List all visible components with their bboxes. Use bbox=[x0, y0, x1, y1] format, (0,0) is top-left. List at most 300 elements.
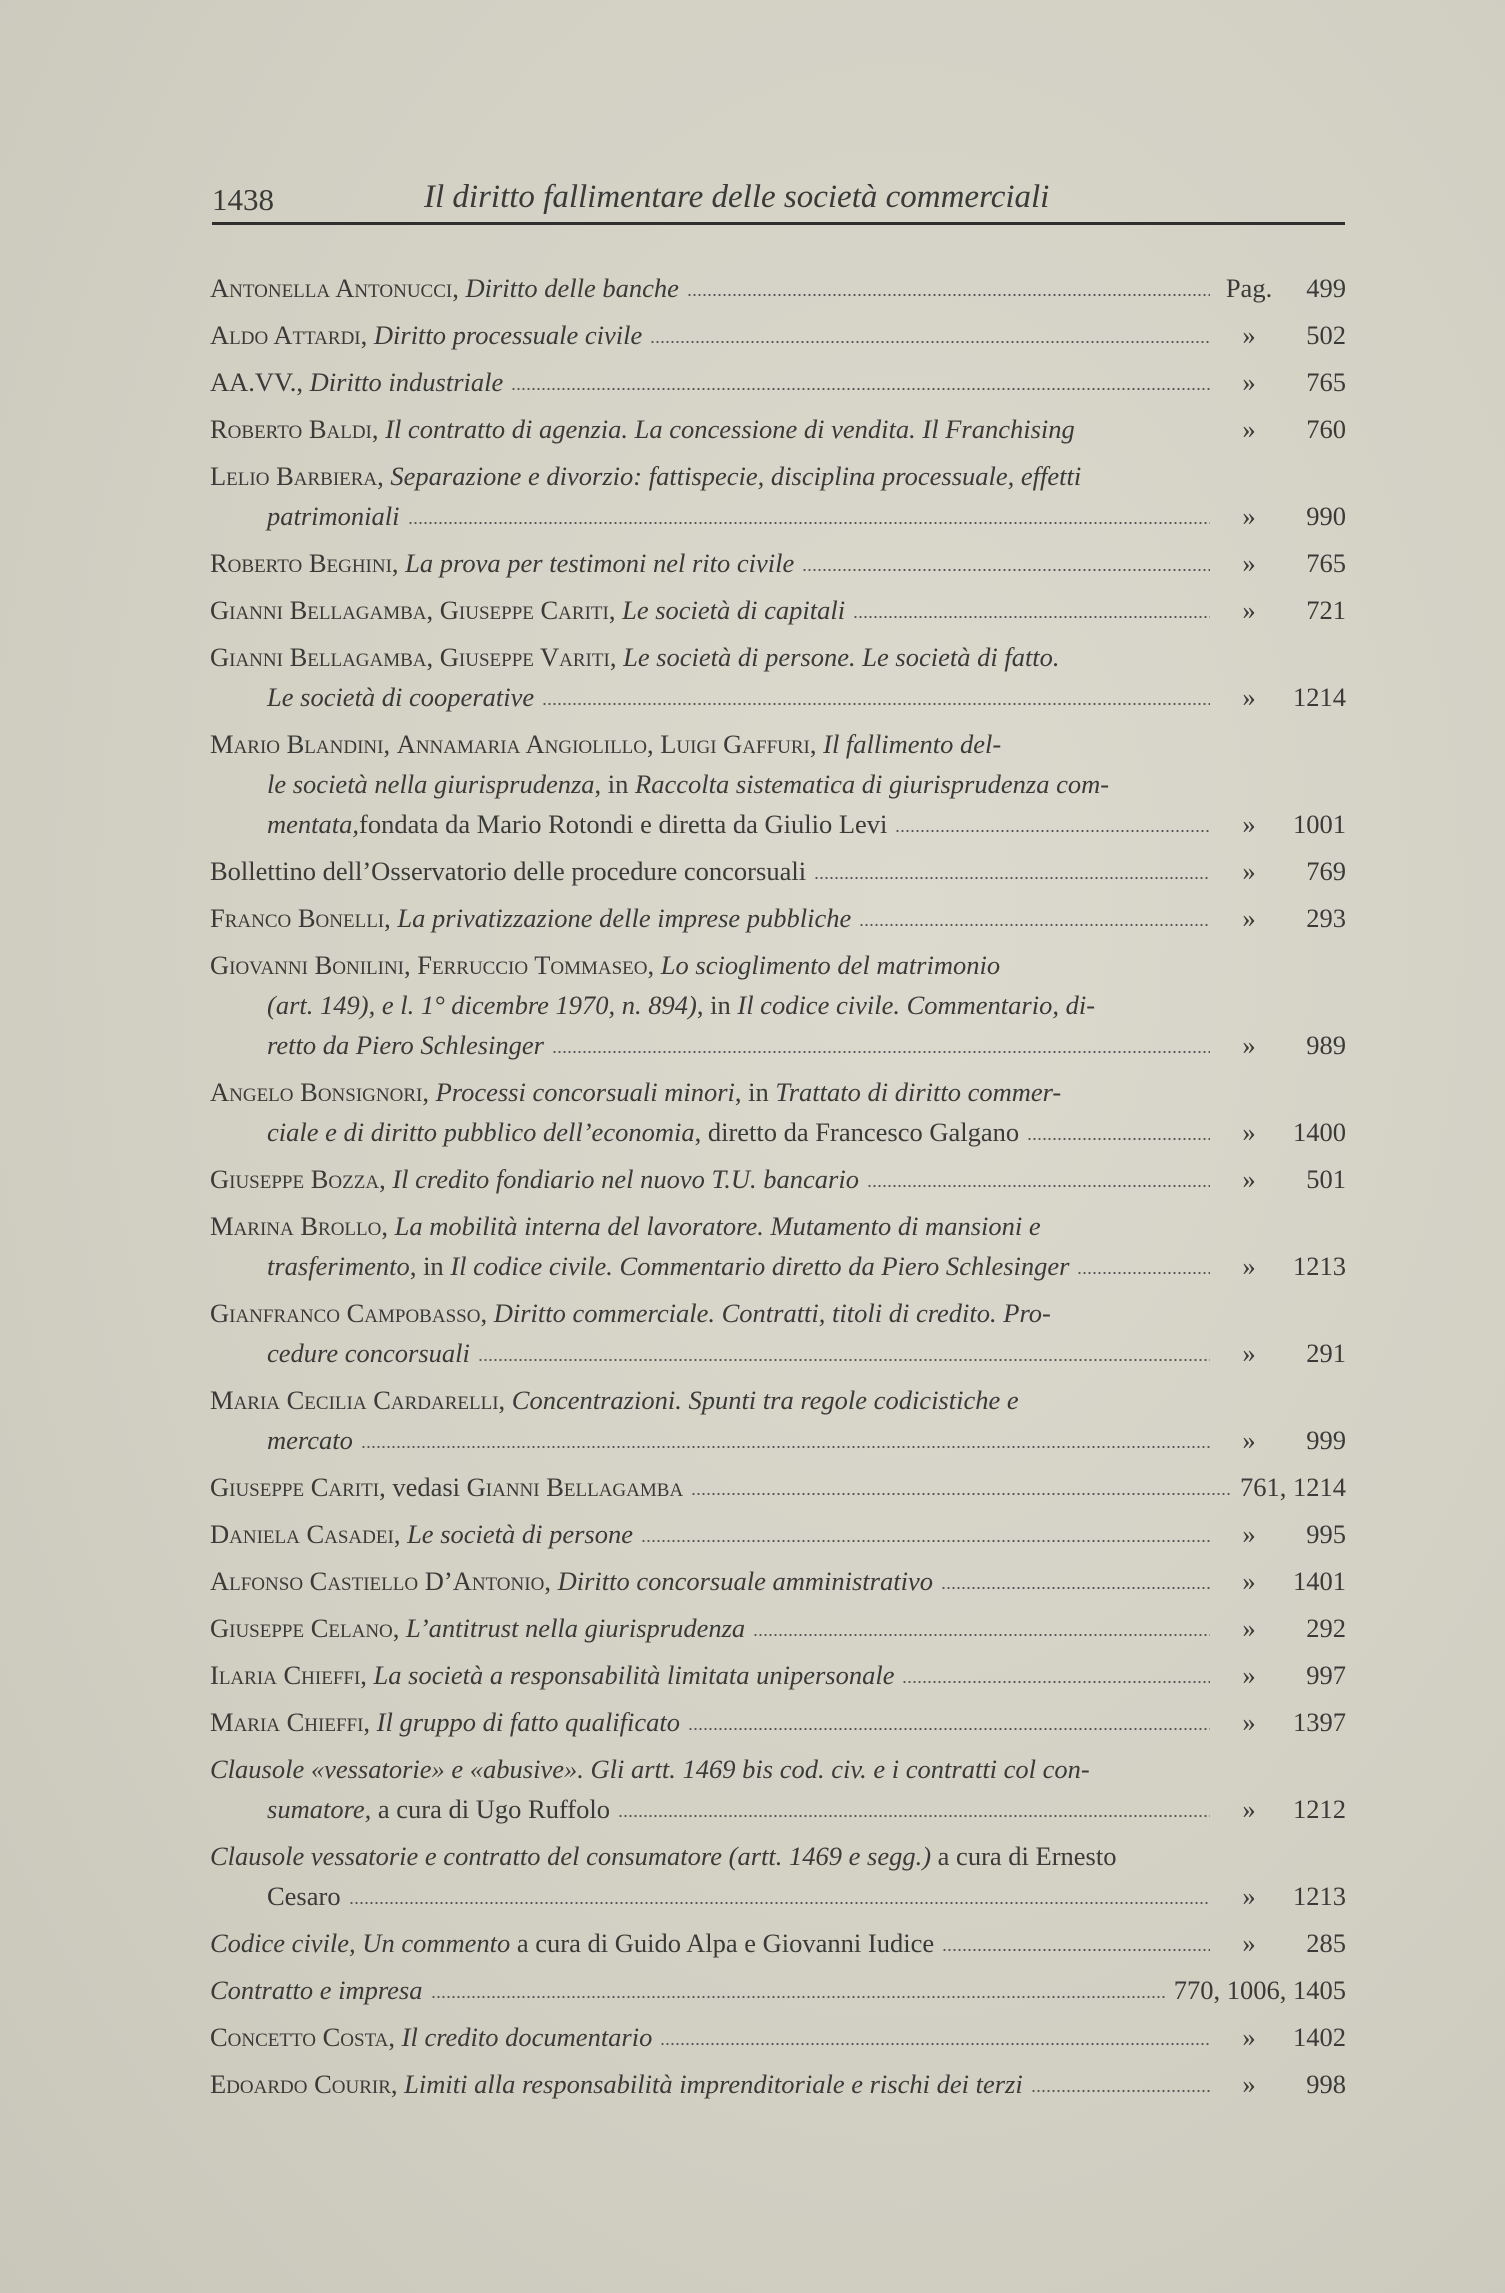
work-title: L’antitrust nella giurisprudenza bbox=[406, 1613, 746, 1643]
work-title: Le società di persone. Le società di fatto. bbox=[623, 642, 1060, 672]
entry-note: , bbox=[809, 729, 824, 759]
entry-note: fondata da Mario Rotondi e diretta da Giulio Levi bbox=[359, 809, 888, 839]
dot-leader bbox=[431, 1991, 1166, 1999]
entry-line bbox=[210, 1876, 1346, 1916]
index-entry bbox=[210, 2064, 1346, 2104]
work-title: Raccolta sistematica di giurisprudenza com- bbox=[635, 769, 1110, 799]
index-entry bbox=[210, 1655, 1346, 1695]
entry-text bbox=[210, 1380, 1019, 1420]
entry-line bbox=[210, 1380, 1346, 1420]
entry-line bbox=[210, 1293, 1346, 1333]
entry-text bbox=[210, 1836, 1116, 1876]
entry-note: , bbox=[544, 1566, 558, 1596]
dot-leader bbox=[511, 383, 1210, 391]
entry-text bbox=[210, 764, 1109, 804]
entry-line bbox=[210, 851, 1346, 891]
index-entry bbox=[210, 268, 1346, 308]
entry-line bbox=[210, 804, 1346, 844]
work-title: Contratto e impresa bbox=[210, 1975, 423, 2005]
entry-line bbox=[210, 945, 1346, 985]
page-reference: 761, 1214 bbox=[1240, 1472, 1346, 1502]
entry-text bbox=[210, 851, 806, 891]
work-title: sumatore, bbox=[267, 1794, 372, 1824]
work-title: Limiti alla responsabilità imprenditoriale e rischi dei terzi bbox=[404, 2069, 1023, 2099]
dot-leader bbox=[902, 1676, 1210, 1684]
dot-leader bbox=[853, 611, 1210, 619]
author-name: Franco Bonelli bbox=[210, 903, 385, 933]
author-name: Edoardo Courir bbox=[210, 2069, 391, 2099]
entry-line bbox=[210, 1420, 1346, 1460]
work-title: ciale e di diritto pubblico dell’economia bbox=[267, 1117, 695, 1147]
dot-leader bbox=[1077, 1267, 1210, 1275]
work-title: Processi concorsuali minori bbox=[435, 1077, 735, 1107]
entry-note: a cura di Ernesto bbox=[931, 1841, 1117, 1871]
author-name: Mario Blandini bbox=[210, 729, 384, 759]
page-reference: 999 bbox=[1306, 1425, 1346, 1455]
author-name: Giuseppe Celano bbox=[210, 1613, 393, 1643]
entry-note: , diretto da Francesco Galgano bbox=[694, 1117, 1020, 1147]
author-name: Roberto Baldi bbox=[210, 414, 372, 444]
author-name: Lelio Barbiera bbox=[210, 461, 378, 491]
entry-line bbox=[210, 898, 1346, 938]
entry-note: , bbox=[393, 1519, 408, 1549]
dot-leader bbox=[802, 564, 1210, 572]
page-marker: » bbox=[1242, 1164, 1256, 1194]
index-entry bbox=[210, 362, 1346, 402]
page-reference: 1212 bbox=[1293, 1794, 1346, 1824]
entry-text bbox=[210, 315, 642, 355]
entry-line bbox=[210, 1970, 1346, 2010]
page-reference: 990 bbox=[1306, 501, 1346, 531]
author-name: Daniela Casadei bbox=[210, 1519, 394, 1549]
entry-text bbox=[210, 637, 1060, 677]
page-reference: 1213 bbox=[1293, 1881, 1346, 1911]
page-reference: 502 bbox=[1306, 320, 1346, 350]
page-reference: 769 bbox=[1306, 856, 1346, 886]
index-entry bbox=[210, 945, 1346, 1065]
entry-note: a cura di Guido Alpa e Giovanni Iudice bbox=[510, 1928, 935, 1958]
page-marker: » bbox=[1242, 2022, 1256, 2052]
author-name: Giuseppe Cariti bbox=[439, 595, 609, 625]
index-entry bbox=[210, 1749, 1346, 1829]
page-marker: » bbox=[1242, 1794, 1256, 1824]
entry-text bbox=[210, 985, 1095, 1025]
entry-line bbox=[210, 543, 1346, 583]
dot-leader bbox=[688, 1723, 1210, 1731]
entry-note: , bbox=[383, 729, 397, 759]
author-name: Aldo Attardi bbox=[210, 320, 361, 350]
entry-note: , bbox=[404, 950, 418, 980]
entry-line bbox=[210, 1561, 1346, 1601]
entry-note: , bbox=[422, 1077, 436, 1107]
entry-line bbox=[210, 985, 1346, 1025]
running-title: Il diritto fallimentare delle società commerciali bbox=[424, 179, 1050, 215]
entry-line bbox=[210, 409, 1346, 449]
entry-line bbox=[210, 1112, 1346, 1152]
work-title: patrimoniali bbox=[267, 501, 400, 531]
page-marker: Pag. bbox=[1225, 273, 1273, 303]
dot-leader bbox=[641, 1535, 1210, 1543]
page-marker: » bbox=[1242, 1928, 1256, 1958]
work-title: Il gruppo di fatto qualificato bbox=[376, 1707, 680, 1737]
dot-leader bbox=[660, 2038, 1210, 2046]
entry-text bbox=[210, 590, 845, 630]
page-reference: 995 bbox=[1306, 1519, 1346, 1549]
entry-note: , bbox=[360, 1660, 374, 1690]
index-entry bbox=[210, 1561, 1346, 1601]
work-title: Codice civile, Un commento bbox=[210, 1928, 511, 1958]
entry-note: , bbox=[391, 548, 406, 578]
index-entry bbox=[210, 2017, 1346, 2057]
author-name: Gianni Bellagamba bbox=[210, 642, 427, 672]
entry-text bbox=[210, 804, 887, 844]
page-reference: 293 bbox=[1306, 903, 1346, 933]
page-marker: » bbox=[1242, 548, 1256, 578]
author-name: Giovanni Bonilini bbox=[210, 950, 404, 980]
entry-note: , bbox=[384, 903, 398, 933]
work-title: Diritto concorsuale amministrativo bbox=[557, 1566, 933, 1596]
entry-line bbox=[210, 764, 1346, 804]
page-reference: 765 bbox=[1306, 367, 1346, 397]
entry-text bbox=[210, 677, 534, 717]
running-header bbox=[212, 172, 1345, 224]
work-title: Diritto processuale civile bbox=[373, 320, 643, 350]
work-title: Diritto industriale bbox=[309, 367, 504, 397]
work-title: Il credito fondiario nel nuovo T.U. bancario bbox=[392, 1164, 859, 1194]
entry-text bbox=[210, 1159, 859, 1199]
index-entry bbox=[210, 1159, 1346, 1199]
author-name: Giuseppe Variti bbox=[439, 642, 610, 672]
entry-text bbox=[210, 1467, 683, 1507]
work-title: mentata, bbox=[267, 809, 359, 839]
entry-note: , in bbox=[734, 1077, 776, 1107]
entry-text bbox=[210, 456, 1081, 496]
dot-leader bbox=[1027, 1133, 1210, 1141]
page-marker: » bbox=[1242, 1660, 1256, 1690]
entry-note: , bbox=[609, 642, 624, 672]
entry-note: AA.VV., bbox=[210, 367, 310, 397]
work-title: Le società di cooperative bbox=[267, 682, 535, 712]
work-title: mercato bbox=[267, 1425, 353, 1455]
entry-line bbox=[210, 1246, 1346, 1286]
page-reference: 1397 bbox=[1293, 1707, 1346, 1737]
page-marker: » bbox=[1242, 856, 1256, 886]
index-entry bbox=[210, 1467, 1346, 1507]
author-name: Alfonso Castiello D’Antonio bbox=[210, 1566, 545, 1596]
page-reference: 760 bbox=[1306, 414, 1346, 444]
index-entry bbox=[210, 1702, 1346, 1742]
work-title: Le società di persone bbox=[407, 1519, 634, 1549]
index-entry bbox=[210, 1072, 1346, 1152]
work-title: Clausole «vessatorie» e «abusive». Gli artt. 1469 bis cod. civ. e i contratti col con- bbox=[210, 1754, 1090, 1784]
entry-text bbox=[210, 362, 503, 402]
work-title: Le società di capitali bbox=[622, 595, 846, 625]
dot-leader bbox=[895, 825, 1210, 833]
work-title: cedure concorsuali bbox=[267, 1338, 470, 1368]
author-name: Giuseppe Cariti bbox=[210, 1472, 380, 1502]
page-marker: » bbox=[1242, 1519, 1256, 1549]
author-name: Concetto Costa bbox=[210, 2022, 389, 2052]
entry-text bbox=[210, 1970, 423, 2010]
entry-line bbox=[210, 1749, 1346, 1789]
entry-line bbox=[210, 1655, 1346, 1695]
entry-note: Cesaro bbox=[267, 1881, 341, 1911]
page-reference: 1214 bbox=[1293, 682, 1346, 712]
dot-leader bbox=[687, 289, 1210, 297]
entry-line bbox=[210, 1923, 1346, 1963]
page-reference: 499 bbox=[1306, 273, 1346, 303]
dot-leader bbox=[349, 1897, 1210, 1905]
author-name: Gianfranco Campobasso bbox=[210, 1298, 481, 1328]
page-reference: 1001 bbox=[1293, 809, 1346, 839]
index-entry bbox=[210, 898, 1346, 938]
work-title: (art. 149), e l. 1° dicembre 1970, n. 894) bbox=[267, 990, 697, 1020]
index-entry bbox=[210, 1514, 1346, 1554]
page-marker: » bbox=[1242, 320, 1256, 350]
index-entry bbox=[210, 456, 1346, 536]
index-entry bbox=[210, 1206, 1346, 1286]
entry-line bbox=[210, 2064, 1346, 2104]
entry-line bbox=[210, 637, 1346, 677]
page-reference: 997 bbox=[1306, 1660, 1346, 1690]
dot-leader bbox=[941, 1582, 1210, 1590]
entry-text bbox=[210, 1025, 544, 1065]
entry-text bbox=[210, 543, 794, 583]
page-marker: » bbox=[1242, 367, 1256, 397]
index-entry bbox=[210, 1380, 1346, 1460]
entry-line bbox=[210, 1608, 1346, 1648]
entry-note: , bbox=[360, 320, 374, 350]
page-marker: » bbox=[1242, 1425, 1256, 1455]
entry-note: , bbox=[381, 1211, 395, 1241]
page-marker: » bbox=[1242, 1707, 1256, 1737]
page-marker: » bbox=[1242, 414, 1256, 444]
page-reference: 1402 bbox=[1293, 2022, 1346, 2052]
entry-text bbox=[210, 1293, 1051, 1333]
page-reference: 292 bbox=[1306, 1613, 1346, 1643]
dot-leader bbox=[942, 1944, 1210, 1952]
page-marker: » bbox=[1242, 903, 1256, 933]
entry-text bbox=[210, 1608, 745, 1648]
entry-text bbox=[210, 1420, 353, 1460]
dot-leader bbox=[552, 1046, 1210, 1054]
work-title: Lo scioglimento del matrimonio bbox=[660, 950, 1001, 980]
page-marker: » bbox=[1242, 1338, 1256, 1368]
entry-note: , bbox=[390, 2069, 405, 2099]
entry-note: a cura di Ugo Ruffolo bbox=[371, 1794, 610, 1824]
dot-leader bbox=[361, 1441, 1210, 1449]
entry-text bbox=[210, 724, 1001, 764]
entry-line bbox=[210, 1836, 1346, 1876]
author-name: Ferruccio Tommaseo bbox=[417, 950, 648, 980]
entry-note: , bbox=[647, 729, 661, 759]
entry-text bbox=[210, 1749, 1090, 1789]
entry-note: , bbox=[388, 2022, 402, 2052]
page-reference: 291 bbox=[1306, 1338, 1346, 1368]
entry-line bbox=[210, 456, 1346, 496]
author-name: Ilaria Chieffi bbox=[210, 1660, 361, 1690]
page-number: 1438 bbox=[212, 182, 274, 217]
entry-line bbox=[210, 1333, 1346, 1373]
author-name: Maria Chieffi bbox=[210, 1707, 364, 1737]
page-reference: 501 bbox=[1306, 1164, 1346, 1194]
work-title: Il codice civile. Commentario diretto da Piero Schlesinger bbox=[450, 1251, 1070, 1281]
dot-leader bbox=[859, 919, 1210, 927]
page-reference: 721 bbox=[1306, 595, 1346, 625]
entry-text bbox=[210, 1561, 933, 1601]
work-title: Clausole vessatorie e contratto del consumatore (artt. 1469 e segg.) bbox=[210, 1841, 932, 1871]
entry-note: , bbox=[392, 1613, 407, 1643]
dot-leader bbox=[1031, 2085, 1210, 2093]
entry-text bbox=[210, 898, 851, 938]
index-entry bbox=[210, 851, 1346, 891]
page-reference: 1400 bbox=[1293, 1117, 1346, 1147]
page-reference: 989 bbox=[1306, 1030, 1346, 1060]
entry-note: , bbox=[480, 1298, 494, 1328]
entry-note: , bbox=[377, 461, 391, 491]
page-marker: » bbox=[1242, 2069, 1256, 2099]
entry-text bbox=[210, 1514, 633, 1554]
dot-leader bbox=[691, 1488, 1232, 1496]
entry-note: , bbox=[426, 642, 440, 672]
index-entry bbox=[210, 1836, 1346, 1916]
entry-note: , in bbox=[594, 769, 636, 799]
entry-line bbox=[210, 1025, 1346, 1065]
header-rule bbox=[212, 222, 1345, 225]
author-name: Annamaria Angiolillo bbox=[396, 729, 647, 759]
entry-note: , in bbox=[696, 990, 738, 1020]
dot-leader bbox=[478, 1354, 1210, 1362]
page-reference: 1401 bbox=[1293, 1566, 1346, 1596]
author-name: Roberto Beghini bbox=[210, 548, 392, 578]
author-name: Maria Cecilia Cardarelli bbox=[210, 1385, 499, 1415]
index-entry bbox=[210, 637, 1346, 717]
entry-text bbox=[210, 2017, 652, 2057]
author-name: Angelo Bonsignori bbox=[210, 1077, 423, 1107]
dot-leader bbox=[867, 1180, 1210, 1188]
page-marker: » bbox=[1242, 1566, 1256, 1596]
entry-note: , bbox=[647, 950, 661, 980]
entry-text bbox=[210, 496, 400, 536]
work-title: La società a responsabilità limitata unipersonale bbox=[373, 1660, 895, 1690]
work-title: trasferimento bbox=[267, 1251, 410, 1281]
page-marker: » bbox=[1242, 682, 1256, 712]
page-reference: 1213 bbox=[1293, 1251, 1346, 1281]
entry-note: , bbox=[379, 1164, 393, 1194]
entry-line bbox=[210, 1159, 1346, 1199]
dot-leader bbox=[753, 1629, 1210, 1637]
entry-note: , bbox=[363, 1707, 377, 1737]
work-title: Il fallimento del- bbox=[823, 729, 1002, 759]
entry-text bbox=[210, 1923, 934, 1963]
page-marker: » bbox=[1242, 809, 1256, 839]
entry-note: , bbox=[371, 414, 386, 444]
work-title: La prova per testimoni nel rito civile bbox=[405, 548, 795, 578]
entry-line bbox=[210, 268, 1346, 308]
page-marker: » bbox=[1242, 595, 1256, 625]
page-marker: » bbox=[1242, 501, 1256, 531]
page-reference: 998 bbox=[1306, 2069, 1346, 2099]
index-entry bbox=[210, 590, 1346, 630]
author-name: Gianni Bellagamba bbox=[466, 1472, 684, 1502]
work-title: Separazione e divorzio: fattispecie, disciplina processuale, effetti bbox=[390, 461, 1082, 491]
entry-note: , bbox=[452, 273, 466, 303]
dot-leader bbox=[814, 872, 1210, 880]
entry-line bbox=[210, 1072, 1346, 1112]
index-entry bbox=[210, 1923, 1346, 1963]
entry-line bbox=[210, 1467, 1346, 1507]
author-name: Gianni Bellagamba bbox=[210, 595, 427, 625]
entry-text bbox=[210, 1876, 341, 1916]
entry-note: , bbox=[426, 595, 440, 625]
entry-text bbox=[210, 1112, 1019, 1152]
bibliography-index bbox=[210, 268, 1346, 2111]
entry-line bbox=[210, 590, 1346, 630]
index-entry bbox=[210, 315, 1346, 355]
entry-text bbox=[210, 2064, 1023, 2104]
work-title: La mobilità interna del lavoratore. Mutamento di mansioni e bbox=[394, 1211, 1041, 1241]
entry-note: Bollettino dell’Osservatorio delle procedure concorsuali bbox=[210, 856, 807, 886]
entry-line bbox=[210, 1789, 1346, 1829]
entry-note: , in bbox=[409, 1251, 451, 1281]
page-marker: » bbox=[1242, 1030, 1256, 1060]
dot-leader bbox=[618, 1810, 1210, 1818]
author-name: Marina Brollo bbox=[210, 1211, 382, 1241]
work-title: Concentrazioni. Spunti tra regole codicistiche e bbox=[511, 1385, 1019, 1415]
entry-text bbox=[210, 409, 1075, 449]
work-title: Il contratto di agenzia. La concessione di vendita. Il Franchising bbox=[385, 414, 1075, 444]
entry-line bbox=[210, 1702, 1346, 1742]
entry-text bbox=[210, 1333, 470, 1373]
entry-line bbox=[210, 496, 1346, 536]
page-marker: » bbox=[1242, 1613, 1256, 1643]
work-title: retto da Piero Schlesinger bbox=[267, 1030, 544, 1060]
entry-line bbox=[210, 724, 1346, 764]
entry-text bbox=[210, 945, 1000, 985]
entry-line bbox=[210, 1206, 1346, 1246]
work-title: Diritto commerciale. Contratti, titoli di credito. Pro- bbox=[493, 1298, 1051, 1328]
entry-line bbox=[210, 362, 1346, 402]
entry-text bbox=[210, 1206, 1041, 1246]
work-title: Trattato di diritto commer- bbox=[775, 1077, 1062, 1107]
index-entry bbox=[210, 1970, 1346, 2010]
author-name: Giuseppe Bozza bbox=[210, 1164, 380, 1194]
page-marker: » bbox=[1242, 1251, 1256, 1281]
dot-leader bbox=[542, 698, 1210, 706]
author-name: Luigi Gaffuri bbox=[660, 729, 810, 759]
index-entry bbox=[210, 409, 1346, 449]
entry-text bbox=[210, 1702, 680, 1742]
author-name: Antonella Antonucci bbox=[210, 273, 453, 303]
entry-note: , bbox=[608, 595, 623, 625]
work-title: le società nella giurisprudenza bbox=[267, 769, 595, 799]
page-reference: 285 bbox=[1306, 1928, 1346, 1958]
page-marker: » bbox=[1242, 1881, 1256, 1911]
entry-note: , vedasi bbox=[379, 1472, 467, 1502]
entry-text bbox=[210, 1655, 894, 1695]
page-marker: » bbox=[1242, 1117, 1256, 1147]
dot-leader bbox=[650, 336, 1210, 344]
index-entry bbox=[210, 1293, 1346, 1373]
entry-line bbox=[210, 2017, 1346, 2057]
dot-leader bbox=[408, 517, 1210, 525]
index-entry bbox=[210, 543, 1346, 583]
entry-line bbox=[210, 315, 1346, 355]
page-reference: 765 bbox=[1306, 548, 1346, 578]
work-title: Il credito documentario bbox=[401, 2022, 653, 2052]
work-title: Il codice civile. Commentario, di- bbox=[737, 990, 1096, 1020]
work-title: La privatizzazione delle imprese pubbliche bbox=[397, 903, 852, 933]
